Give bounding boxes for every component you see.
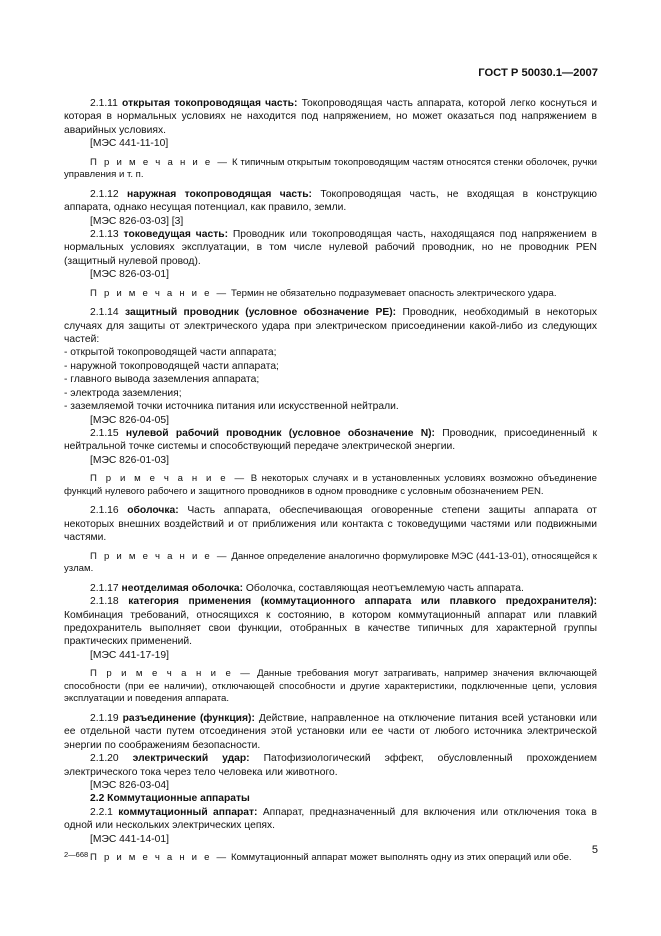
clause-text: Токопроводящая часть аппарата, которой легко коснуться и которая в нормальных условиях не находится под напряжением, но может оказаться под напряжением в аварийных условиях. bbox=[64, 98, 597, 136]
clause-2-1-19 bbox=[64, 712, 597, 752]
clause-number: 2.1.16 bbox=[90, 505, 119, 517]
list-item: - заземляемой точки источника питания или искусственной нейтрали. bbox=[64, 401, 399, 413]
clause-term: коммутационный аппарат: bbox=[118, 806, 258, 818]
clause-reference: [МЭС 441-11-10] bbox=[90, 138, 169, 150]
note bbox=[64, 157, 597, 182]
note-label: П р и м е ч а н и е — bbox=[90, 550, 229, 562]
clause-number: 2.1.14 bbox=[90, 307, 119, 319]
note-text: К типичным открытым токопроводящим частям относятся стенки оболочек, ручки управления и т. п. bbox=[64, 156, 598, 181]
document-body bbox=[64, 97, 597, 871]
clause-text: Аппарат, предназначенный для включения или отключения тока в одной или нескольких электрических цепях. bbox=[64, 806, 597, 832]
clause-number: 2.1.20 bbox=[90, 753, 119, 765]
clause-2-1-18 bbox=[64, 595, 597, 649]
clause-reference: [МЭС 826-03-01] bbox=[90, 269, 169, 281]
clause-reference: [МЭС 826-04-05] bbox=[90, 414, 169, 426]
clause-number: 2.1.11 bbox=[90, 98, 118, 109]
clause-2-1-15 bbox=[64, 427, 597, 454]
note bbox=[64, 668, 597, 706]
clause-reference: [МЭС 441-17-19] bbox=[90, 649, 169, 661]
note-label: П р и м е ч а н и е — bbox=[90, 156, 230, 168]
clause-term: разъединение (функция): bbox=[122, 712, 255, 724]
clause-term: нулевой рабочий проводник (условное обозначение N): bbox=[125, 427, 435, 439]
clause-text: Оболочка, составляющая неотъемлемую часть аппарата. bbox=[245, 582, 524, 594]
clause-number: 2.1.17 bbox=[90, 582, 119, 594]
clause-text: Действие, направленное на отключение питания всей установки или ее отдельной части путем отсоединения этой установки или ее части от любого источника электрической энергии по соображениям безопасности. bbox=[64, 712, 597, 751]
clause-2-1-13 bbox=[64, 228, 597, 268]
note-label: П р и м е ч а н и е — bbox=[90, 473, 247, 485]
clause-number: 2.2.1 bbox=[90, 806, 113, 818]
note bbox=[64, 473, 597, 498]
note-label: П р и м е ч а н и е — bbox=[90, 668, 253, 680]
list-item: - открытой токопроводящей части аппарата; bbox=[64, 347, 277, 359]
clause-reference: [МЭС 826-01-03] bbox=[90, 454, 169, 466]
clause-2-1-14 bbox=[64, 306, 597, 346]
list-item: - электрода заземления; bbox=[64, 387, 182, 399]
note-text: Данное определение аналогично формулировке МЭС (441-13-01), относящейся к узлам. bbox=[64, 550, 598, 575]
clause-text: Проводник или токопроводящая часть, находящаяся под напряжением в нормальных условиях эксплуатации, в том числе нулевой рабочий проводник, но не проводник PEN (защитный нулевой провод). bbox=[64, 229, 597, 267]
clause-text: Проводник, присоединенный к нейтральной точке системы и способствующий передаче электрической энергии. bbox=[64, 427, 597, 453]
note-text: В некоторых случаях и в установленных условиях возможно объединение функций нулевого рабочего и защитного проводников в одном проводнике с условным обозначением PEN. bbox=[64, 473, 598, 497]
clause-term: наружная токопроводящая часть: bbox=[127, 188, 312, 200]
clause-2-1-20 bbox=[64, 752, 597, 779]
clause-text: Токопроводящая часть, не входящая в конструкцию аппарата, однако несущая потенциал, как правило, земли. bbox=[64, 188, 597, 214]
clause-text: Проводник, необходимый в некоторых случаях для защиты от электрического удара при электрическом присоединении какой-либо из следующих частей: bbox=[64, 307, 597, 346]
clause-reference: [МЭС 826-03-03] [3] bbox=[90, 215, 184, 227]
clause-2-1-16 bbox=[64, 504, 597, 544]
note bbox=[64, 551, 597, 576]
clause-reference: [МЭС 826-03-04] bbox=[90, 779, 169, 791]
clause-text: Комбинация требований, относящихся к состоянию, в котором коммутационный аппарат или плавкий предохранитель выполняет свои функции, отобранных в качестве типичных для характерной группы практических применений. bbox=[64, 609, 597, 648]
clause-term: неотделимая оболочка: bbox=[121, 582, 244, 594]
clause-term: электрический удар: bbox=[132, 753, 250, 765]
clause-term: открытая токопроводящая часть: bbox=[122, 98, 298, 109]
clause-2-1-11 bbox=[64, 97, 597, 137]
section-heading-2-2: 2.2 Коммутационные аппараты bbox=[90, 793, 250, 805]
clause-term: категория применения (коммутационного аппарата или плавкого предохранителя): bbox=[128, 596, 597, 608]
note-text: Термин не обязательно подразумевает опасность электрического удара. bbox=[230, 287, 557, 299]
note-text: Коммутационный аппарат может выполнять одну из этих операций или обе. bbox=[230, 852, 572, 863]
note-text: Данные требования могут затрагивать, например значения включающей способности (при ее наличии), отключающей способности и другие характеристики, подключенные цепи, условия эксплуатации и поведения аппарата. bbox=[64, 668, 597, 705]
list-item: - наружной токопроводящей части аппарата; bbox=[64, 360, 279, 372]
standard-code: ГОСТ Р 50030.1—2007 bbox=[478, 67, 598, 79]
clause-2-1-17 bbox=[64, 582, 597, 595]
clause-term: защитный проводник (условное обозначение PE): bbox=[125, 307, 397, 319]
clause-number: 2.1.18 bbox=[90, 596, 119, 608]
note bbox=[64, 852, 597, 865]
note-label: П р и м е ч а н и е — bbox=[90, 287, 229, 299]
clause-number: 2.1.13 bbox=[90, 229, 119, 241]
clause-term: оболочка: bbox=[127, 505, 179, 517]
clause-number: 2.1.15 bbox=[90, 427, 119, 439]
clause-2-1-12 bbox=[64, 188, 597, 215]
clause-reference: [МЭС 441-14-01] bbox=[90, 833, 169, 845]
clause-2-2-1 bbox=[64, 806, 597, 833]
clause-number: 2.1.12 bbox=[90, 188, 119, 200]
sheet-mark: 2—668 bbox=[64, 850, 89, 859]
list-item: - главного вывода заземления аппарата; bbox=[64, 374, 260, 386]
clause-text: Часть аппарата, обеспечивающая оговоренные степени защиты аппарата от некоторых внешних воздействий и от приближения или контакта с токоведущими частями или подвижными частями. bbox=[64, 505, 597, 544]
page-number: 5 bbox=[591, 844, 598, 856]
clause-term: токоведущая часть: bbox=[123, 229, 229, 241]
note-label: П р и м е ч а н и е — bbox=[90, 852, 229, 863]
clause-number: 2.1.19 bbox=[90, 712, 119, 724]
clause-text: Патофизиологический эффект, обусловленный прохождением электрического тока через тело человека или животного. bbox=[64, 753, 597, 778]
note bbox=[64, 288, 597, 301]
